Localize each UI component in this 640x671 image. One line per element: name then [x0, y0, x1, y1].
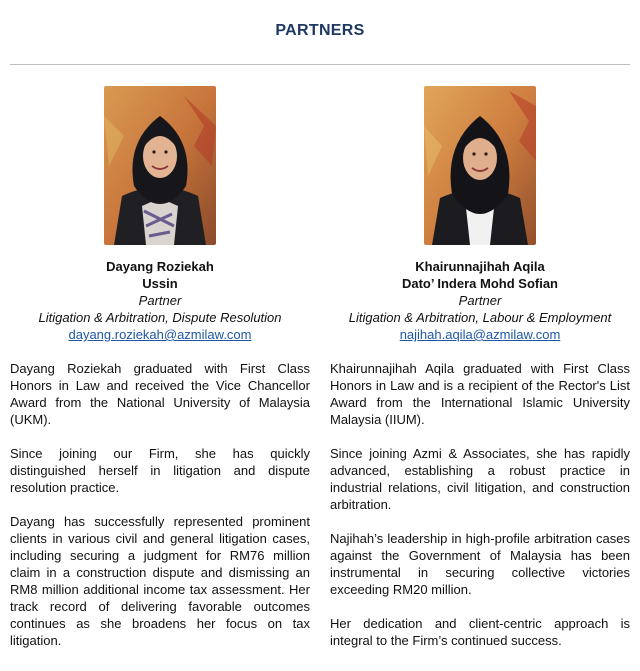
partner-email-link[interactable]: dayang.roziekah@azmilaw.com: [68, 327, 252, 342]
partner-card-dayang: [10, 86, 310, 666]
partner-practice: Litigation & Arbitration, Dispute Resolution: [38, 310, 282, 325]
partner-email-link[interactable]: najihah.aqila@azmilaw.com: [399, 327, 561, 342]
partner-name-line2: Ussin: [142, 276, 178, 291]
partner-role: Partner: [458, 293, 502, 308]
partner-photo-dayang: [104, 86, 216, 245]
partner-role: Partner: [138, 293, 182, 308]
partner-name-line2: Dato’ Indera Mohd Sofian: [401, 276, 558, 291]
bio-paragraph: Since joining Azmi & Associates, she has rapidly advanced, establishing a robust practice in industrial relations, civil litigation, and construction arbitration.: [330, 446, 630, 512]
partner-name-line1: Dayang Roziekah: [106, 259, 214, 274]
bio-paragraph: Her dedication and client-centric approach is integral to the Firm’s continued success.: [330, 616, 630, 648]
section-title: PARTNERS: [275, 22, 365, 39]
partner-bio: [10, 360, 310, 649]
partner-practice: Litigation & Arbitration, Labour & Employment: [348, 310, 612, 325]
divider: [10, 64, 630, 65]
bio-paragraph: Dayang has successfully represented prominent clients in various civil and general litigation cases, including securing a judgment for RM76 million claim in a construction dispute and dismissing an RM8 million additional income tax assessment. Her track record of delivering favorable outcomes continues as she broadens her focus on tax litigation.: [10, 514, 310, 648]
partner-bio: [330, 360, 630, 649]
bio-paragraph: Since joining our Firm, she has quickly distinguished herself in litigation and dispute resolution practice.: [10, 446, 310, 495]
bio-paragraph: Dayang Roziekah graduated with First Class Honors in Law and received the Vice Chancellor Award from the National University of Malaysia (UKM).: [10, 361, 310, 427]
bio-paragraph: Najihah’s leadership in high-profile arbitration cases against the Government of Malaysia has been instrumental in securing collective victories exceeding RM20 million.: [330, 531, 630, 597]
bio-paragraph: Khairunnajihah Aqila graduated with First Class Honors in Law and is a recipient of the Rector's List Award from the International Islamic University Malaysia (IIUM).: [330, 361, 630, 427]
partner-photo-najihah: [424, 86, 536, 245]
partner-name-line1: Khairunnajihah Aqila: [415, 259, 545, 274]
partner-card-najihah: [330, 86, 630, 666]
